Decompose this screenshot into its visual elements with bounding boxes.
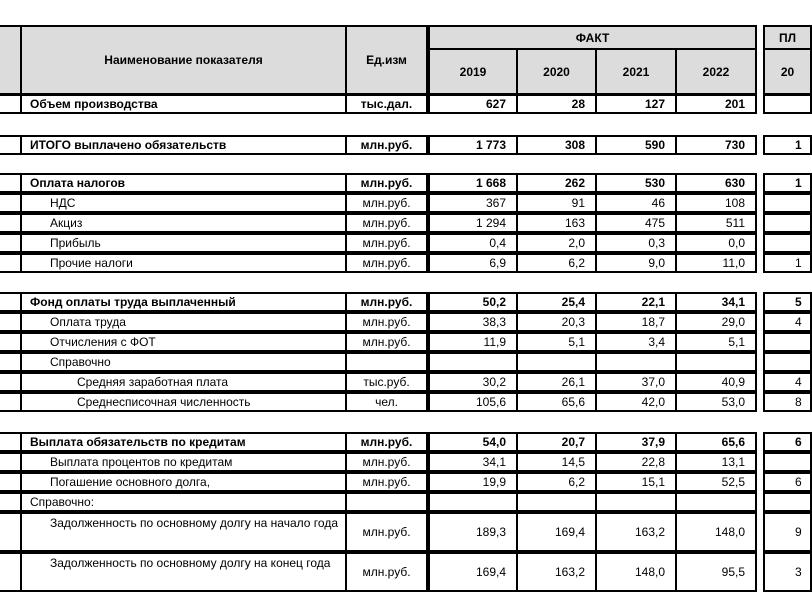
row-unit: млн.руб. (345, 233, 428, 253)
row-value-2020: 25,4 (516, 292, 597, 312)
row-value-2019: 105,6 (428, 392, 518, 412)
row-value-2021: 163,2 (595, 512, 677, 552)
row-value-2021: 37,9 (595, 432, 677, 452)
row-plan-value (763, 193, 812, 213)
header-plan-year: 20 (763, 48, 812, 95)
row-value-2019: 11,9 (428, 332, 518, 352)
row-unit: млн.руб. (345, 512, 428, 552)
row-value-2021: 148,0 (595, 552, 677, 592)
row-value-2020: 26,1 (516, 372, 597, 392)
row-value-2019: 189,3 (428, 512, 518, 552)
row-value-2021 (595, 352, 677, 372)
row-value-2021: 127 (595, 94, 677, 114)
row-plan-value: 8 (763, 392, 812, 412)
row-value-2022: 148,0 (675, 512, 757, 552)
row-value-2021: 530 (595, 173, 677, 193)
row-plan-value (763, 332, 812, 352)
row-plan-value: 1 (763, 173, 812, 193)
row-name: Среднесписочная численность (20, 392, 347, 412)
header-year-2021: 2021 (595, 48, 677, 95)
row-value-2022: 201 (675, 94, 757, 114)
row-name: Задолженность по основному долгу на начало года (20, 512, 347, 552)
row-value-2019 (428, 492, 518, 512)
row-value-2021: 46 (595, 193, 677, 213)
row-plan-value: 4 (763, 312, 812, 332)
row-value-2019: 1 773 (428, 135, 518, 155)
row-index-cell (0, 452, 22, 472)
row-name: Отчисления с ФОТ (20, 332, 347, 352)
row-value-2020: 65,6 (516, 392, 597, 412)
row-value-2020: 262 (516, 173, 597, 193)
row-name: Справочно: (20, 492, 347, 512)
row-value-2022: 95,5 (675, 552, 757, 592)
row-index-cell (0, 233, 22, 253)
row-plan-value: 4 (763, 372, 812, 392)
header-year-2020: 2020 (516, 48, 597, 95)
header-name-cell: Наименование показателя (20, 25, 347, 95)
row-unit: млн.руб. (345, 213, 428, 233)
row-value-2021: 9,0 (595, 253, 677, 273)
row-unit: млн.руб. (345, 472, 428, 492)
row-value-2021: 37,0 (595, 372, 677, 392)
row-value-2019: 30,2 (428, 372, 518, 392)
row-value-2019 (428, 352, 518, 372)
row-name: Акциз (20, 213, 347, 233)
row-unit: млн.руб. (345, 253, 428, 273)
row-unit: млн.руб. (345, 173, 428, 193)
row-value-2022: 630 (675, 173, 757, 193)
row-value-2020: 163 (516, 213, 597, 233)
row-index-cell (0, 552, 22, 592)
row-plan-value (763, 452, 812, 472)
row-value-2021: 15,1 (595, 472, 677, 492)
row-value-2020: 5,1 (516, 332, 597, 352)
row-plan-value (763, 213, 812, 233)
row-value-2019: 6,9 (428, 253, 518, 273)
row-value-2019: 169,4 (428, 552, 518, 592)
row-unit: млн.руб. (345, 452, 428, 472)
row-value-2022 (675, 352, 757, 372)
row-value-2022: 34,1 (675, 292, 757, 312)
row-value-2021: 22,1 (595, 292, 677, 312)
row-unit: млн.руб. (345, 432, 428, 452)
row-index-cell (0, 292, 22, 312)
row-unit: тыс.дал. (345, 94, 428, 114)
row-value-2022: 29,0 (675, 312, 757, 332)
header-year-2022: 2022 (675, 48, 757, 95)
row-plan-value: 1 (763, 135, 812, 155)
row-value-2022: 108 (675, 193, 757, 213)
row-value-2022: 65,6 (675, 432, 757, 452)
row-plan-value (763, 492, 812, 512)
row-value-2022: 53,0 (675, 392, 757, 412)
header-fact-group: ФАКТ (428, 25, 757, 50)
row-value-2020: 20,7 (516, 432, 597, 452)
row-name: Справочно (20, 352, 347, 372)
row-name: Погашение основного долга, (20, 472, 347, 492)
row-value-2022: 511 (675, 213, 757, 233)
row-value-2020: 28 (516, 94, 597, 114)
header-index-cell (0, 25, 22, 95)
row-index-cell (0, 352, 22, 372)
row-unit: млн.руб. (345, 193, 428, 213)
row-name: Фонд оплаты труда выплаченный (20, 292, 347, 312)
row-value-2021 (595, 492, 677, 512)
header-year-2019: 2019 (428, 48, 518, 95)
row-value-2021: 42,0 (595, 392, 677, 412)
row-value-2019: 367 (428, 193, 518, 213)
row-value-2019: 1 668 (428, 173, 518, 193)
row-unit (345, 352, 428, 372)
row-value-2019: 38,3 (428, 312, 518, 332)
row-unit: чел. (345, 392, 428, 412)
row-index-cell (0, 492, 22, 512)
row-value-2022: 13,1 (675, 452, 757, 472)
row-plan-value: 6 (763, 472, 812, 492)
row-value-2019: 627 (428, 94, 518, 114)
row-value-2020 (516, 352, 597, 372)
row-plan-value: 6 (763, 432, 812, 452)
row-unit: млн.руб. (345, 135, 428, 155)
row-value-2021: 475 (595, 213, 677, 233)
row-name: Объем производства (20, 94, 347, 114)
row-value-2022: 40,9 (675, 372, 757, 392)
row-value-2021: 590 (595, 135, 677, 155)
row-plan-value: 1 (763, 253, 812, 273)
row-plan-value (763, 94, 812, 114)
row-value-2020 (516, 492, 597, 512)
row-index-cell (0, 392, 22, 412)
header-plan-group: ПЛ (763, 25, 812, 50)
row-name: Выплата обязательств по кредитам (20, 432, 347, 452)
row-value-2020: 91 (516, 193, 597, 213)
row-index-cell (0, 135, 22, 155)
row-value-2020: 14,5 (516, 452, 597, 472)
row-name: Оплата труда (20, 312, 347, 332)
row-value-2020: 308 (516, 135, 597, 155)
row-name: Задолженность по основному долгу на конец года (20, 552, 347, 592)
row-index-cell (0, 512, 22, 552)
row-name: Прибыль (20, 233, 347, 253)
row-unit: тыс.руб. (345, 372, 428, 392)
row-index-cell (0, 173, 22, 193)
row-unit: млн.руб. (345, 292, 428, 312)
row-name: Выплата процентов по кредитам (20, 452, 347, 472)
row-index-cell (0, 372, 22, 392)
row-value-2021: 22,8 (595, 452, 677, 472)
row-plan-value: 9 (763, 512, 812, 552)
row-plan-value (763, 233, 812, 253)
row-plan-value (763, 352, 812, 372)
row-index-cell (0, 332, 22, 352)
row-value-2019: 0,4 (428, 233, 518, 253)
row-value-2020: 6,2 (516, 253, 597, 273)
row-value-2022 (675, 492, 757, 512)
row-value-2020: 6,2 (516, 472, 597, 492)
row-name: ИТОГО выплачено обязательств (20, 135, 347, 155)
row-value-2022: 730 (675, 135, 757, 155)
row-index-cell (0, 432, 22, 452)
row-index-cell (0, 193, 22, 213)
row-index-cell (0, 213, 22, 233)
row-value-2022: 11,0 (675, 253, 757, 273)
row-index-cell (0, 253, 22, 273)
header-unit-cell: Ед.изм (345, 25, 428, 95)
row-value-2020: 163,2 (516, 552, 597, 592)
row-unit (345, 492, 428, 512)
row-name: НДС (20, 193, 347, 213)
row-value-2019: 34,1 (428, 452, 518, 472)
row-value-2019: 50,2 (428, 292, 518, 312)
row-value-2020: 169,4 (516, 512, 597, 552)
row-name: Оплата налогов (20, 173, 347, 193)
row-value-2022: 5,1 (675, 332, 757, 352)
row-value-2019: 54,0 (428, 432, 518, 452)
row-name: Средняя заработная плата (20, 372, 347, 392)
row-unit: млн.руб. (345, 332, 428, 352)
row-value-2019: 19,9 (428, 472, 518, 492)
row-name: Прочие налоги (20, 253, 347, 273)
row-unit: млн.руб. (345, 312, 428, 332)
row-unit: млн.руб. (345, 552, 428, 592)
row-index-cell (0, 472, 22, 492)
row-index-cell (0, 312, 22, 332)
row-plan-value: 5 (763, 292, 812, 312)
row-value-2021: 18,7 (595, 312, 677, 332)
row-value-2022: 52,5 (675, 472, 757, 492)
row-index-cell (0, 94, 22, 114)
row-value-2022: 0,0 (675, 233, 757, 253)
row-value-2020: 2,0 (516, 233, 597, 253)
row-value-2021: 3,4 (595, 332, 677, 352)
row-value-2019: 1 294 (428, 213, 518, 233)
row-value-2020: 20,3 (516, 312, 597, 332)
row-value-2021: 0,3 (595, 233, 677, 253)
row-plan-value: 3 (763, 552, 812, 592)
